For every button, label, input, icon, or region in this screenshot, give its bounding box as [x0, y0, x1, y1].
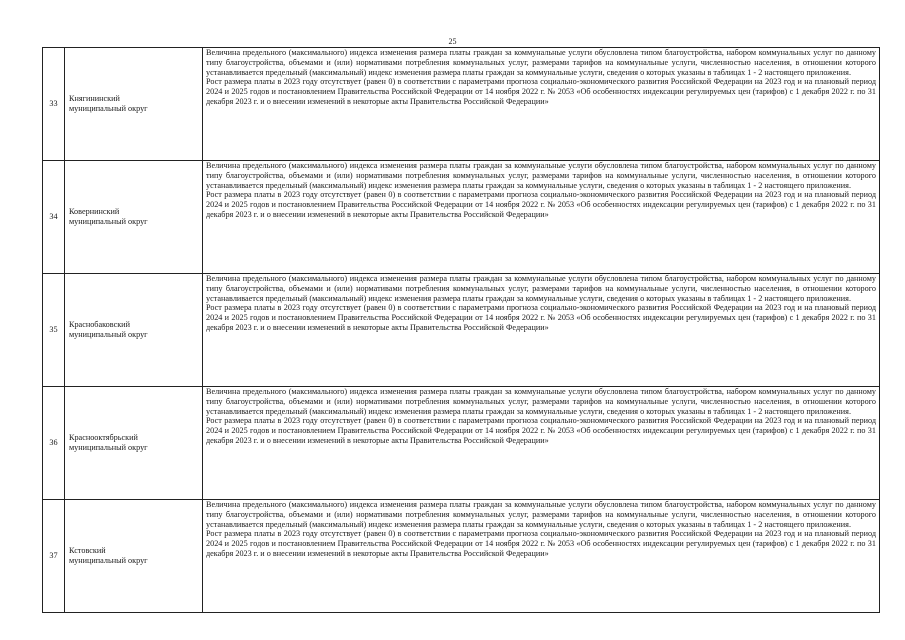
row-number: 35: [43, 274, 65, 387]
row-number: 34: [43, 161, 65, 274]
municipality-name-line1: Краснобаковский: [69, 320, 130, 330]
description-paragraph-2: Рост размера платы в 2023 году отсутствует (равен 0) в соответствии с параметрами прогноза социально-экономического развития Российской Федерации на 2023 год и на плановый период 2024 и 2025 годов и постановлением Правительства Российской Федерации от 14 ноября 2022 г. № 2053 «Об особенностях индексации регулируемых цен (тарифов) с 1 декабря 2022 г. по 31 декабря 2023 г. и о внесении изменений в некоторые акты Правительства Российской Федерации»: [206, 529, 876, 558]
description-cell: [203, 274, 880, 387]
page-number: 25: [448, 37, 457, 46]
row-number: 33: [43, 48, 65, 161]
description-paragraph-1: Величина предельного (максимального) индекса изменения размера платы граждан за коммунальные услуги обусловлена типом благоустройства, набором коммунальных услуг по данному типу благоустройства, объемами и (или) нормативами потребления коммунальных услуг, размерами тарифов на коммунальные услуги, численностью населения, в отношении которого устанавливается предельный (максимальный) индекс изменения размера платы граждан за коммунальные услуги, сведения о которых указаны в таблицах 1 - 2 настоящего приложения.: [206, 500, 876, 529]
municipality-name-line1: Кстовский: [69, 546, 106, 556]
row-number: 37: [43, 500, 65, 613]
description-paragraph-1: Величина предельного (максимального) индекса изменения размера платы граждан за коммунальные услуги обусловлена типом благоустройства, набором коммунальных услуг по данному типу благоустройства, объемами и (или) нормативами потребления коммунальных услуг, размерами тарифов на коммунальные услуги, численностью населения, в отношении которого устанавливается предельный (максимальный) индекс изменения размера платы граждан за коммунальные услуги, сведения о которых указаны в таблицах 1 - 2 настоящего приложения.: [206, 161, 876, 190]
description-paragraph-2: Рост размера платы в 2023 году отсутствует (равен 0) в соответствии с параметрами прогноза социально-экономического развития Российской Федерации на 2023 год и на плановый период 2024 и 2025 годов и постановлением Правительства Российской Федерации от 14 ноября 2022 г. № 2053 «Об особенностях индексации регулируемых цен (тарифов) с 1 декабря 2022 г. по 31 декабря 2023 г. и о внесении изменений в некоторые акты Правительства Российской Федерации»: [206, 77, 876, 106]
description-cell: [203, 48, 880, 161]
table-row: [43, 161, 880, 274]
table-row: [43, 500, 880, 613]
municipality-name-line2: муниципальный округ: [69, 443, 148, 452]
description-cell: [203, 387, 880, 500]
municipality-name: [65, 161, 203, 274]
municipality-name: [65, 500, 203, 613]
municipality-name: [65, 48, 203, 161]
table-row: [43, 274, 880, 387]
description-cell: [203, 161, 880, 274]
description-paragraph-1: Величина предельного (максимального) индекса изменения размера платы граждан за коммунальные услуги обусловлена типом благоустройства, набором коммунальных услуг по данному типу благоустройства, объемами и (или) нормативами потребления коммунальных услуг, размерами тарифов на коммунальные услуги, численностью населения, в отношении которого устанавливается предельный (максимальный) индекс изменения размера платы граждан за коммунальные услуги, сведения о которых указаны в таблицах 1 - 2 настоящего приложения.: [206, 48, 876, 77]
row-number: 36: [43, 387, 65, 500]
description-paragraph-2: Рост размера платы в 2023 году отсутствует (равен 0) в соответствии с параметрами прогноза социально-экономического развития Российской Федерации на 2023 год и на плановый период 2024 и 2025 годов и постановлением Правительства Российской Федерации от 14 ноября 2022 г. № 2053 «Об особенностях индексации регулируемых цен (тарифов) с 1 декабря 2022 г. по 31 декабря 2023 г. и о внесении изменений в некоторые акты Правительства Российской Федерации»: [206, 416, 876, 445]
description-paragraph-2: Рост размера платы в 2023 году отсутствует (равен 0) в соответствии с параметрами прогноза социально-экономического развития Российской Федерации на 2023 год и на плановый период 2024 и 2025 годов и постановлением Правительства Российской Федерации от 14 ноября 2022 г. № 2053 «Об особенностях индексации регулируемых цен (тарифов) с 1 декабря 2022 г. по 31 декабря 2023 г. и о внесении изменений в некоторые акты Правительства Российской Федерации»: [206, 303, 876, 332]
municipality-name: [65, 274, 203, 387]
description-paragraph-2: Рост размера платы в 2023 году отсутствует (равен 0) в соответствии с параметрами прогноза социально-экономического развития Российской Федерации на 2023 год и на плановый период 2024 и 2025 годов и постановлением Правительства Российской Федерации от 14 ноября 2022 г. № 2053 «Об особенностях индексации регулируемых цен (тарифов) с 1 декабря 2022 г. по 31 декабря 2023 г. и о внесении изменений в некоторые акты Правительства Российской Федерации»: [206, 190, 876, 219]
municipal-table: [42, 47, 880, 613]
municipality-name: [65, 387, 203, 500]
description-paragraph-1: Величина предельного (максимального) индекса изменения размера платы граждан за коммунальные услуги обусловлена типом благоустройства, набором коммунальных услуг по данному типу благоустройства, объемами и (или) нормативами потребления коммунальных услуг, размерами тарифов на коммунальные услуги, численностью населения, в отношении которого устанавливается предельный (максимальный) индекс изменения размера платы граждан за коммунальные услуги, сведения о которых указаны в таблицах 1 - 2 настоящего приложения.: [206, 387, 876, 416]
description-cell: [203, 500, 880, 613]
municipality-name-line2: муниципальный округ: [69, 217, 148, 226]
municipality-name-line1: Княгининский: [69, 94, 120, 104]
municipality-name-line1: Краснооктябрьский: [69, 433, 138, 443]
table-row: [43, 48, 880, 161]
municipality-name-line2: муниципальный округ: [69, 330, 148, 339]
description-paragraph-1: Величина предельного (максимального) индекса изменения размера платы граждан за коммунальные услуги обусловлена типом благоустройства, набором коммунальных услуг по данному типу благоустройства, объемами и (или) нормативами потребления коммунальных услуг, размерами тарифов на коммунальные услуги, численностью населения, в отношении которого устанавливается предельный (максимальный) индекс изменения размера платы граждан за коммунальные услуги, сведения о которых указаны в таблицах 1 - 2 настоящего приложения.: [206, 274, 876, 303]
municipality-name-line2: муниципальный округ: [69, 104, 148, 113]
table-row: [43, 387, 880, 500]
municipality-name-line1: Ковернинский: [69, 207, 120, 217]
municipality-name-line2: муниципальный округ: [69, 556, 148, 565]
